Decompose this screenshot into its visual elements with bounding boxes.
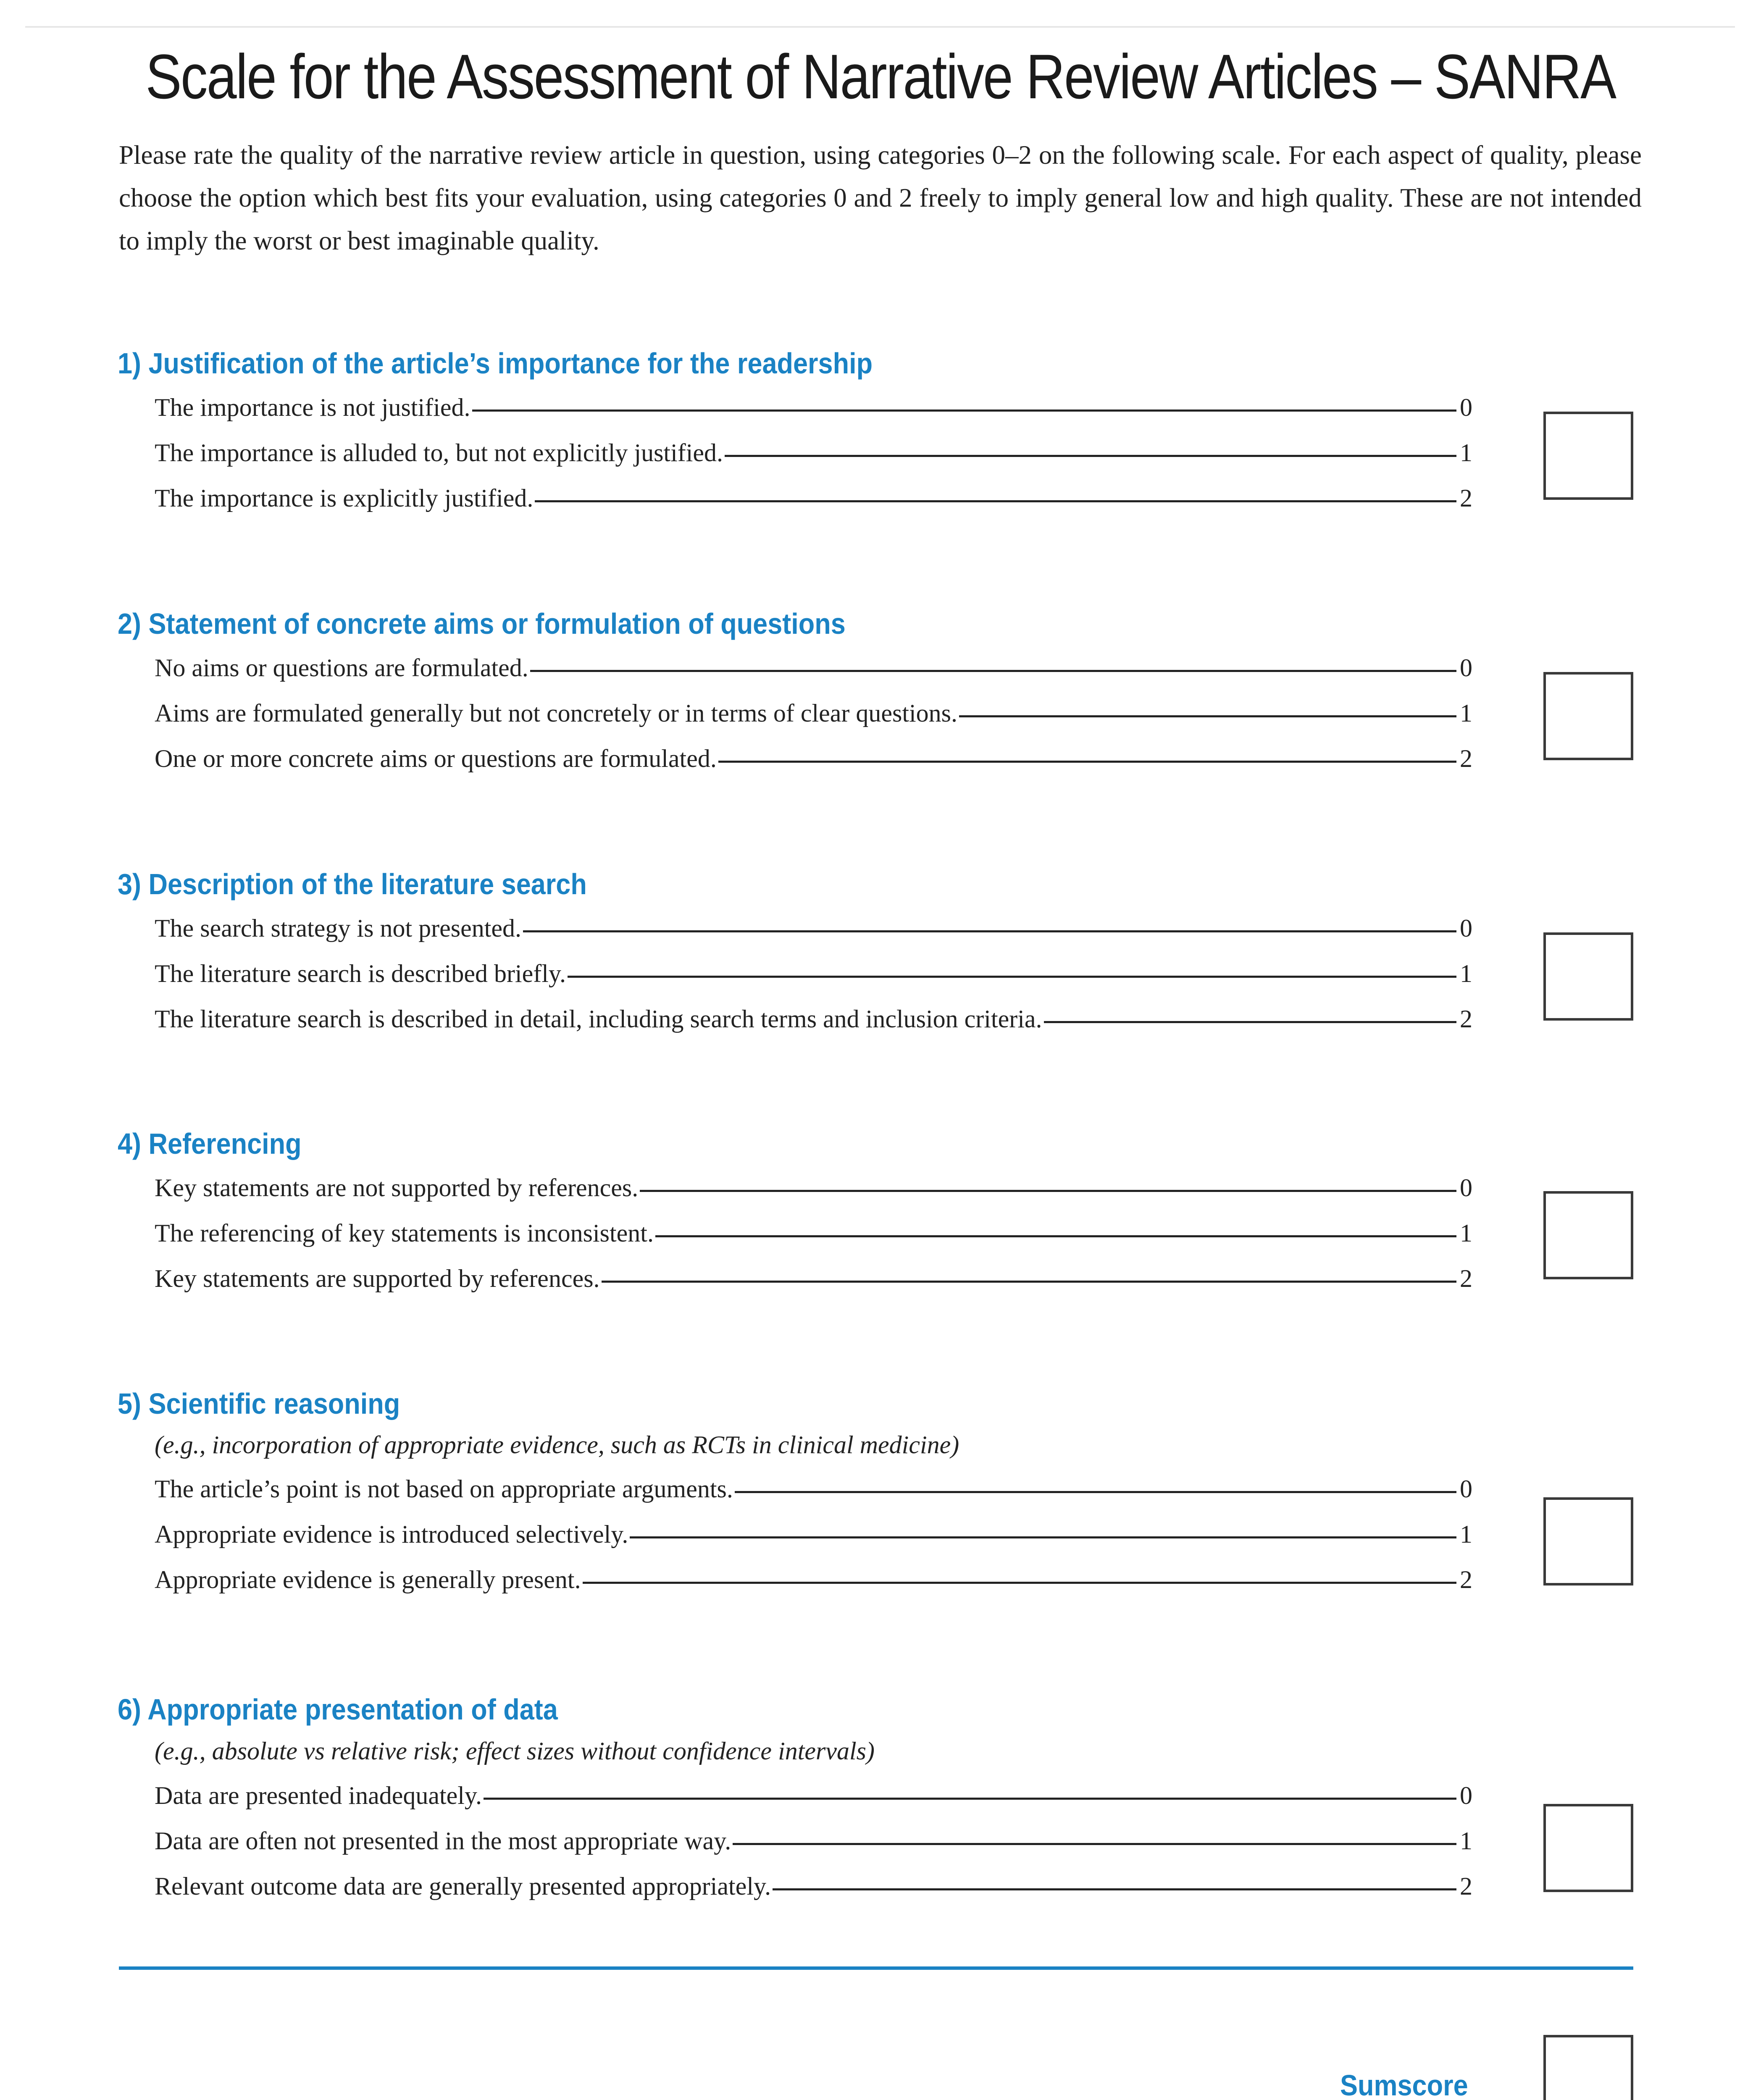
section-5-note: (e.g., incorporation of appropriate evidence, such as RCTs in clinical medicine) bbox=[155, 1431, 959, 1459]
option-label: The importance is not justified. bbox=[155, 393, 470, 421]
option-score: 0 bbox=[1460, 914, 1472, 942]
leader-line bbox=[583, 1582, 1456, 1584]
option-score: 0 bbox=[1460, 393, 1472, 421]
option-score: 1 bbox=[1460, 1827, 1472, 1855]
section-3-option-0 bbox=[155, 909, 1477, 947]
option-score: 2 bbox=[1460, 1005, 1472, 1033]
option-label: Key statements are not supported by references. bbox=[155, 1173, 639, 1202]
option-score: 2 bbox=[1460, 1264, 1472, 1292]
leader-line bbox=[472, 410, 1457, 412]
section-4-title: 4) Referencing bbox=[118, 1127, 302, 1160]
section-2-score-box[interactable] bbox=[1543, 672, 1633, 760]
section-2-option-2 bbox=[155, 740, 1477, 777]
option-score: 2 bbox=[1460, 484, 1472, 512]
section-3-title: 3) Description of the literature search bbox=[118, 868, 587, 900]
section-3-option-2 bbox=[155, 1000, 1477, 1038]
leader-line bbox=[630, 1536, 1456, 1538]
option-score: 2 bbox=[1460, 1565, 1472, 1593]
option-label: One or more concrete aims or questions are formulated. bbox=[155, 744, 717, 772]
option-label: Appropriate evidence is introduced selectively. bbox=[155, 1520, 628, 1548]
option-label: No aims or questions are formulated. bbox=[155, 654, 528, 682]
section-5-score-box[interactable] bbox=[1543, 1497, 1633, 1586]
section-6-note: (e.g., absolute vs relative risk; effect sizes without confidence intervals) bbox=[155, 1737, 875, 1765]
option-label: The importance is alluded to, but not explicitly justified. bbox=[155, 438, 723, 467]
section-4-option-1 bbox=[155, 1214, 1477, 1252]
section-6-option-1 bbox=[155, 1822, 1477, 1860]
option-score: 1 bbox=[1460, 959, 1472, 987]
section-6-title: 6) Appropriate presentation of data bbox=[118, 1693, 558, 1726]
instructions-paragraph: Please rate the quality of the narrative review article in question, using categories 0–2 on the following scale. For each aspect of quality, please choose the option which best fits your evaluation, using categories 0 and 2 freely to imply general low and high quality. These are not intended to imply the worst or best imaginable quality. bbox=[119, 140, 1642, 255]
option-label: Data are presented inadequately. bbox=[155, 1781, 482, 1809]
leader-line bbox=[718, 761, 1456, 763]
section-4-option-2 bbox=[155, 1260, 1477, 1297]
option-score: 0 bbox=[1460, 654, 1472, 682]
sumscore-box[interactable] bbox=[1543, 2035, 1633, 2100]
section-4-option-0 bbox=[155, 1169, 1477, 1207]
section-5-option-0 bbox=[155, 1470, 1477, 1508]
option-score: 2 bbox=[1460, 1872, 1472, 1900]
section-divider bbox=[119, 1966, 1633, 1970]
leader-line bbox=[535, 500, 1456, 502]
option-label: Appropriate evidence is generally present. bbox=[155, 1565, 581, 1593]
option-score: 1 bbox=[1460, 699, 1472, 727]
leader-line bbox=[484, 1798, 1456, 1800]
leader-line bbox=[523, 930, 1456, 932]
option-label: The article’s point is not based on appropriate arguments. bbox=[155, 1475, 733, 1503]
option-label: The importance is explicitly justified. bbox=[155, 484, 534, 512]
section-1-title: 1) Justification of the article’s importance for the readership bbox=[118, 347, 873, 380]
section-5-title: 5) Scientific reasoning bbox=[118, 1387, 400, 1420]
option-score: 0 bbox=[1460, 1475, 1472, 1503]
section-1-score-box[interactable] bbox=[1543, 412, 1633, 500]
leader-line bbox=[959, 715, 1456, 717]
leader-line bbox=[602, 1281, 1456, 1283]
section-2-option-0 bbox=[155, 649, 1477, 687]
option-label: The search strategy is not presented. bbox=[155, 914, 522, 942]
leader-line bbox=[735, 1491, 1456, 1493]
sumscore-label: Sumscore bbox=[1340, 2069, 1468, 2100]
leader-line bbox=[530, 670, 1456, 672]
section-6-option-2 bbox=[155, 1867, 1477, 1905]
option-label: Relevant outcome data are generally presented appropriately. bbox=[155, 1872, 771, 1900]
section-2-option-1 bbox=[155, 694, 1477, 732]
section-1-option-0 bbox=[155, 388, 1477, 426]
page-title: Scale for the Assessment of Narrative Review Articles – SANRA bbox=[145, 41, 1616, 112]
section-1-option-2 bbox=[155, 479, 1477, 517]
leader-line bbox=[568, 976, 1456, 978]
section-5-option-1 bbox=[155, 1515, 1477, 1553]
section-3-score-box[interactable] bbox=[1543, 932, 1633, 1021]
option-label: The literature search is described in detail, including search terms and inclusion criteria. bbox=[155, 1005, 1042, 1033]
option-label: Data are often not presented in the most appropriate way. bbox=[155, 1827, 731, 1855]
option-score: 2 bbox=[1460, 744, 1472, 772]
section-2-title: 2) Statement of concrete aims or formulation of questions bbox=[118, 607, 846, 640]
option-label: The referencing of key statements is inconsistent. bbox=[155, 1219, 654, 1247]
section-5-option-2 bbox=[155, 1561, 1477, 1599]
section-6-option-0 bbox=[155, 1777, 1477, 1814]
section-4-score-box[interactable] bbox=[1543, 1191, 1633, 1279]
option-score: 1 bbox=[1460, 1219, 1472, 1247]
leader-line bbox=[725, 455, 1456, 457]
option-label: The literature search is described briefly. bbox=[155, 959, 566, 987]
leader-line bbox=[733, 1843, 1456, 1845]
leader-line bbox=[655, 1235, 1456, 1237]
leader-line bbox=[773, 1888, 1456, 1890]
option-label: Key statements are supported by references. bbox=[155, 1264, 600, 1292]
section-6-score-box[interactable] bbox=[1543, 1804, 1633, 1892]
section-1-option-1 bbox=[155, 434, 1477, 472]
section-3-option-1 bbox=[155, 955, 1477, 992]
option-score: 0 bbox=[1460, 1781, 1472, 1809]
option-score: 1 bbox=[1460, 438, 1472, 467]
leader-line bbox=[640, 1190, 1456, 1192]
option-score: 0 bbox=[1460, 1173, 1472, 1202]
option-label: Aims are formulated generally but not concretely or in terms of clear questions. bbox=[155, 699, 958, 727]
leader-line bbox=[1044, 1021, 1456, 1023]
top-divider bbox=[25, 26, 1735, 28]
option-score: 1 bbox=[1460, 1520, 1472, 1548]
